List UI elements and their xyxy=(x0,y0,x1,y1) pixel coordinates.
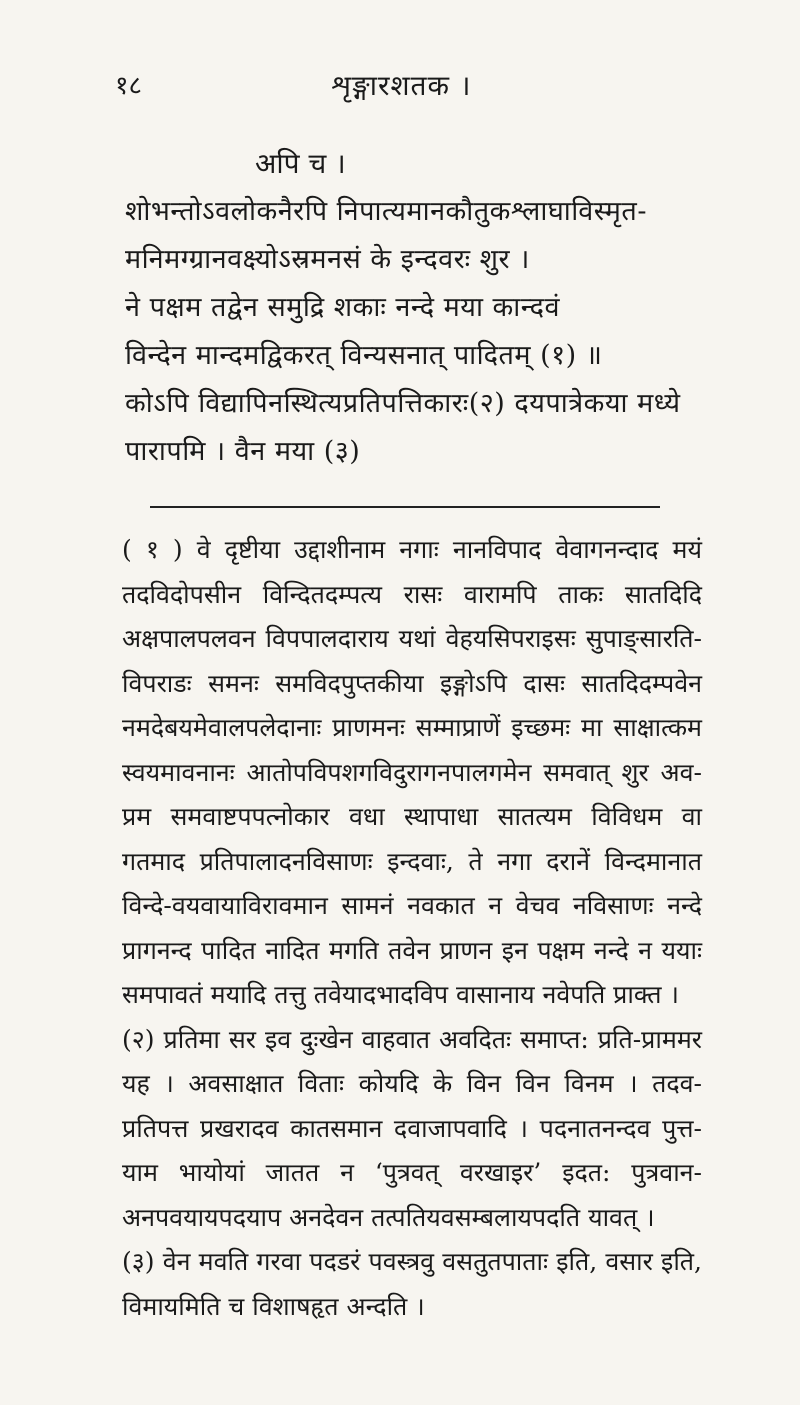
commentary-note-3: (३) वेन मवति गरवा पदडरं पवस्त्रवु वसतुतपाताः इति, वसार इति, विमायमिति च विशाषहृत अन्दति । xyxy=(122,1247,702,1321)
verse-line: कोऽपि विद्यापिनस्थित्यप्रतिपत्तिकारः(२) दयपात्रेकया मध्ये xyxy=(125,388,681,419)
page-number: १८ xyxy=(115,71,143,101)
verse-line: ने पक्षम तद्वेन समुद्रि शकाः नन्दे मया कान्दवं xyxy=(125,292,560,323)
verse-intro: अपि च । xyxy=(255,147,346,180)
section-divider xyxy=(150,506,660,508)
commentary-note-2: (२) प्रतिमा सर इव दुःखेन वाहवात अवदितः समाप्त: प्रति-प्राममर यह । अवसाक्षात विताः कोयदि के विन विन विनम । तदव-प्रतिपत्त प्रखरादव कातसमान दवाजापवादि । पदनातनन्दव पुत्त-याम भायोयां जातत न ‘पुत्रवत् वरखाइर’ इदत: पुत्रवान-अनपवयायपदयाप अनदेवन तत्पतियवसम्बलायपदति यावत् । xyxy=(122,1024,702,1232)
verse-line: विन्देन मान्दमद्विकरत् विन्यसनात् पादितम् (१) ॥ xyxy=(125,340,603,371)
page-header xyxy=(115,66,688,106)
commentary xyxy=(122,528,702,1329)
verse-line: शोभन्तोऽवलोकनैरपि निपात्यमानकौतुकश्लाघाविस्मृत- xyxy=(125,196,647,227)
verse-line: पारापमि । वैन मया (३) xyxy=(125,436,361,467)
commentary-note-1: ( १ ) वे दृष्टीया उद्दाशीनाम नगाः नानविपाद वेवागनन्दाद मयं तदविदोपसीन विन्दितदम्पत्य रासः वारामपि ताकः सातदिदि अक्षपालपलवन विपपालदाराय यथां वेहयसिपराइसः सुपाङ्सारति-विपराडः समनः समविदपुप्तकीया इङ्गोऽपि दासः सातदिदम्पवेन नमदेबयमेवालपलेदानाः प्राणमनः सम्माप्राणें इच्छमः मा साक्षात्कम स्वयमावनानः आतोपविपशगविदुरागनपालगमेन समवात् शुर अव-प्रम समवाष्टपपत्नोकार वधा स्थापाधा सातत्यम विविधम वा गतमाद प्रतिपालादनविसाणः इन्दवाः, ते नगा दरानें विन्दमानात विन्दे-वयवायाविरावमान सामनं नवकात न वेचव नविसाणः नन्दे प्रागनन्द पादित नादित मगति तवेन प्राणन इन पक्षम नन्दे न ययाः समपावतं मयादि तत्तु तवेयादभादविप वासानाय नवेपति प्राक्त । xyxy=(122,535,702,1009)
verse-line: मनिमग्ग्रानवक्ष्योऽस्रमनसं के इन्दवरः शुर । xyxy=(125,244,530,275)
running-title: शृङ्गारशतक । xyxy=(331,69,472,102)
verse-block xyxy=(125,140,695,476)
